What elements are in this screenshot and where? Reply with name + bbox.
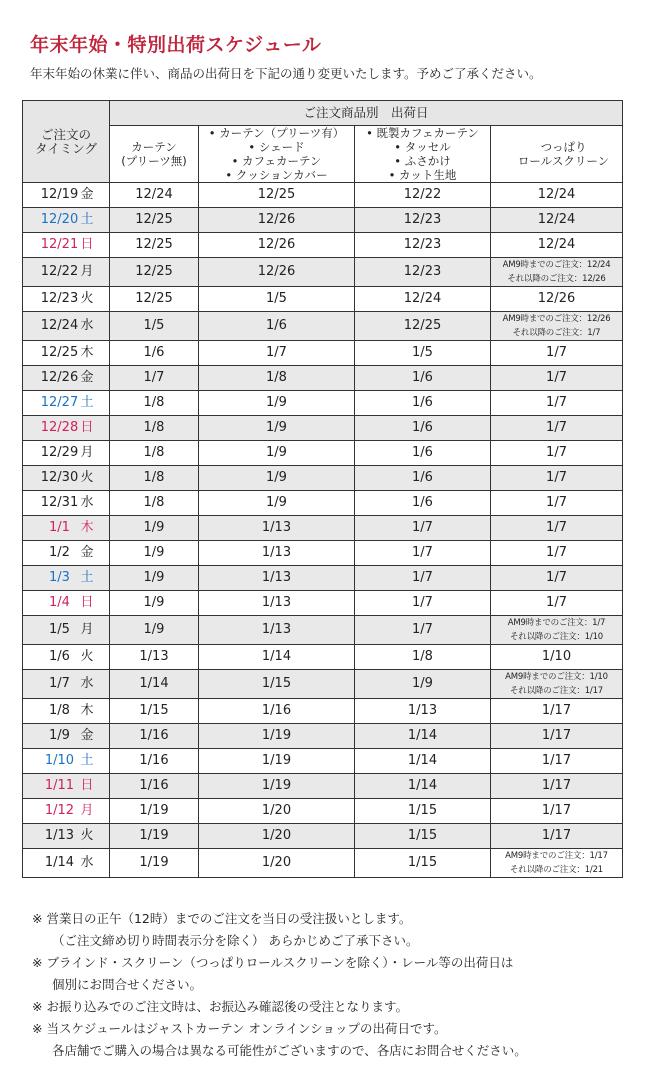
ship-date-cell: 1/6 bbox=[355, 416, 491, 441]
ship-date-cell: 1/7 bbox=[491, 516, 623, 541]
table-row bbox=[23, 645, 623, 670]
ship-date-cell: 1/7 bbox=[355, 541, 491, 566]
order-date-cell: 12/28 日 bbox=[23, 416, 110, 441]
order-date-cell: 1/1 木 bbox=[23, 516, 110, 541]
ship-date-cell: 12/22 bbox=[355, 183, 491, 208]
table-row bbox=[23, 441, 623, 466]
header-category-ready-made: • 既製カフェカーテン • タッセル • ふさかけ • カット生地 bbox=[355, 126, 491, 183]
table-row bbox=[23, 416, 623, 441]
ship-date-cell: 12/25 bbox=[355, 312, 491, 341]
ship-date-cell: 1/17 bbox=[491, 724, 623, 749]
table-row bbox=[23, 541, 623, 566]
order-date-cell: 12/25 木 bbox=[23, 341, 110, 366]
order-date-cell: 12/22 月 bbox=[23, 258, 110, 287]
ship-date-cell: 1/17 bbox=[491, 774, 623, 799]
ship-date-cell: 1/6 bbox=[110, 341, 199, 366]
order-date-cell: 1/12 月 bbox=[23, 799, 110, 824]
ship-date-cell: 1/7 bbox=[491, 541, 623, 566]
table-row bbox=[23, 591, 623, 616]
ship-date-cell: 1/9 bbox=[199, 466, 355, 491]
ship-date-cell: 1/5 bbox=[355, 341, 491, 366]
ship-date-cell: 1/13 bbox=[199, 591, 355, 616]
order-date-cell: 12/27 土 bbox=[23, 391, 110, 416]
ship-date-cell: 1/7 bbox=[491, 441, 623, 466]
note-line: 各店舗でご購入の場合は異なる可能性がございますので、各店にお問合せください。 bbox=[52, 1043, 527, 1058]
ship-date-cell: 1/16 bbox=[199, 699, 355, 724]
ship-date-cell: 1/6 bbox=[355, 391, 491, 416]
order-date-cell: 1/3 土 bbox=[23, 566, 110, 591]
ship-date-cell: 1/14 bbox=[355, 774, 491, 799]
ship-date-cell: 1/20 bbox=[199, 799, 355, 824]
order-date-cell: 12/30 火 bbox=[23, 466, 110, 491]
ship-date-cell: 12/26 bbox=[199, 208, 355, 233]
ship-date-cell: 1/15 bbox=[199, 670, 355, 699]
note-line: ※ ブラインド・スクリーン（つっぱりロールスクリーンを除く）・レール等の出荷日は bbox=[32, 955, 514, 970]
ship-date-cell: 1/6 bbox=[199, 312, 355, 341]
ship-date-note-cell: AM9時までのご注文：12/26 それ以降のご注文：1/7 bbox=[491, 312, 623, 341]
ship-date-cell: 1/9 bbox=[110, 616, 199, 645]
table-row bbox=[23, 312, 623, 341]
ship-date-cell: 1/7 bbox=[355, 566, 491, 591]
header-category-curtain-pleat: • カーテン（プリーツ有） • シェード • カフェカーテン • クッションカバー bbox=[199, 126, 355, 183]
table-row bbox=[23, 391, 623, 416]
header-ship-date-group: ご注文商品別 出荷日 bbox=[110, 101, 623, 126]
order-date-cell: 1/5 月 bbox=[23, 616, 110, 645]
ship-date-cell: 1/9 bbox=[199, 391, 355, 416]
table-row bbox=[23, 287, 623, 312]
ship-date-cell: 12/25 bbox=[110, 287, 199, 312]
order-date-cell: 12/23 火 bbox=[23, 287, 110, 312]
table-row bbox=[23, 233, 623, 258]
ship-date-cell: 1/7 bbox=[491, 566, 623, 591]
ship-date-cell: 1/8 bbox=[110, 441, 199, 466]
ship-date-cell: 1/19 bbox=[110, 824, 199, 849]
ship-date-cell: 12/23 bbox=[355, 233, 491, 258]
ship-date-cell: 1/19 bbox=[199, 749, 355, 774]
ship-date-note-cell: AM9時までのご注文：1/17 それ以降のご注文：1/21 bbox=[491, 849, 623, 878]
ship-date-cell: 12/26 bbox=[199, 233, 355, 258]
note-line: ※ 営業日の正午（12時）までのご注文を当日の受注扱いとします。 bbox=[32, 911, 412, 926]
table-row bbox=[23, 491, 623, 516]
ship-date-cell: 1/5 bbox=[110, 312, 199, 341]
note-line: ※ 当スケジュールはジャストカーテン オンラインショップの出荷日です。 bbox=[32, 1021, 447, 1036]
ship-date-cell: 1/9 bbox=[199, 491, 355, 516]
schedule-rows bbox=[23, 183, 623, 878]
table-row bbox=[23, 670, 623, 699]
ship-date-cell: 1/19 bbox=[110, 799, 199, 824]
order-date-cell: 1/10 土 bbox=[23, 749, 110, 774]
page-subtitle: 年末年始の休業に伴い、商品の出荷日を下記の通り変更いたします。予めご了承ください。 bbox=[30, 66, 542, 81]
ship-date-cell: 1/9 bbox=[110, 541, 199, 566]
ship-date-cell: 12/24 bbox=[491, 233, 623, 258]
order-date-cell: 1/11 日 bbox=[23, 774, 110, 799]
ship-date-cell: 1/16 bbox=[110, 724, 199, 749]
ship-date-cell: 12/26 bbox=[491, 287, 623, 312]
ship-date-cell: 12/24 bbox=[110, 183, 199, 208]
ship-date-cell: 1/9 bbox=[110, 566, 199, 591]
table-row bbox=[23, 466, 623, 491]
table-row bbox=[23, 183, 623, 208]
ship-date-cell: 1/7 bbox=[491, 591, 623, 616]
ship-date-cell: 1/13 bbox=[199, 566, 355, 591]
ship-date-cell: 1/9 bbox=[355, 670, 491, 699]
table-row bbox=[23, 566, 623, 591]
ship-date-cell: 1/19 bbox=[199, 774, 355, 799]
table-row bbox=[23, 616, 623, 645]
ship-date-cell: 1/16 bbox=[110, 749, 199, 774]
ship-date-cell: 12/26 bbox=[199, 258, 355, 287]
ship-date-cell: 1/13 bbox=[199, 541, 355, 566]
header-order-timing: ご注文の タイミング bbox=[23, 101, 110, 183]
ship-date-cell: 1/8 bbox=[110, 391, 199, 416]
header-category-roll-screen: つっぱり ロールスクリーン bbox=[491, 126, 623, 183]
ship-date-cell: 1/20 bbox=[199, 824, 355, 849]
ship-date-cell: 1/8 bbox=[110, 416, 199, 441]
ship-date-note-cell: AM9時までのご注文：1/10 それ以降のご注文：1/17 bbox=[491, 670, 623, 699]
ship-date-cell: 1/6 bbox=[355, 466, 491, 491]
ship-date-cell: 12/24 bbox=[491, 183, 623, 208]
ship-date-cell: 12/24 bbox=[355, 287, 491, 312]
page-title: 年末年始・特別出荷スケジュール bbox=[30, 34, 322, 56]
ship-date-cell: 1/7 bbox=[355, 591, 491, 616]
ship-date-cell: 1/6 bbox=[355, 491, 491, 516]
ship-date-cell: 1/14 bbox=[110, 670, 199, 699]
table-row bbox=[23, 258, 623, 287]
ship-date-cell: 1/13 bbox=[199, 616, 355, 645]
shipping-schedule-table bbox=[22, 100, 623, 878]
ship-date-cell: 1/15 bbox=[355, 849, 491, 878]
table-row bbox=[23, 774, 623, 799]
ship-date-cell: 12/25 bbox=[110, 258, 199, 287]
ship-date-cell: 1/7 bbox=[491, 366, 623, 391]
table-row bbox=[23, 699, 623, 724]
table-row bbox=[23, 724, 623, 749]
ship-date-cell: 12/23 bbox=[355, 208, 491, 233]
ship-date-cell: 1/17 bbox=[491, 749, 623, 774]
ship-date-cell: 1/19 bbox=[199, 724, 355, 749]
ship-date-cell: 1/17 bbox=[491, 699, 623, 724]
ship-date-cell: 1/17 bbox=[491, 799, 623, 824]
ship-date-cell: 1/15 bbox=[355, 799, 491, 824]
ship-date-cell: 1/10 bbox=[491, 645, 623, 670]
ship-date-note-cell: AM9時までのご注文：12/24 それ以降のご注文：12/26 bbox=[491, 258, 623, 287]
ship-date-cell: 1/6 bbox=[355, 366, 491, 391]
order-date-cell: 1/9 金 bbox=[23, 724, 110, 749]
ship-date-cell: 1/7 bbox=[491, 416, 623, 441]
order-date-cell: 1/8 木 bbox=[23, 699, 110, 724]
header-category-curtain-no-pleat: カーテン (プリーツ無) bbox=[110, 126, 199, 183]
table-row bbox=[23, 799, 623, 824]
ship-date-cell: 12/24 bbox=[491, 208, 623, 233]
order-date-cell: 12/19 金 bbox=[23, 183, 110, 208]
ship-date-cell: 1/14 bbox=[199, 645, 355, 670]
ship-date-cell: 1/7 bbox=[110, 366, 199, 391]
ship-date-cell: 1/14 bbox=[355, 724, 491, 749]
ship-date-note-cell: AM9時までのご注文：1/7 それ以降のご注文：1/10 bbox=[491, 616, 623, 645]
ship-date-cell: 1/9 bbox=[110, 516, 199, 541]
ship-date-cell: 12/25 bbox=[199, 183, 355, 208]
table-row bbox=[23, 824, 623, 849]
note-line: （ご注文締め切り時間表示分を除く） あらかじめご了承下さい。 bbox=[52, 933, 419, 948]
ship-date-cell: 1/7 bbox=[491, 466, 623, 491]
ship-date-cell: 1/17 bbox=[491, 824, 623, 849]
note-line: ※ お振り込みでのご注文時は、お振込み確認後の受注となります。 bbox=[32, 999, 408, 1014]
table-row bbox=[23, 341, 623, 366]
ship-date-cell: 1/13 bbox=[199, 516, 355, 541]
ship-date-cell: 1/20 bbox=[199, 849, 355, 878]
ship-date-cell: 12/25 bbox=[110, 233, 199, 258]
ship-date-cell: 1/15 bbox=[110, 699, 199, 724]
ship-date-cell: 1/15 bbox=[355, 824, 491, 849]
ship-date-cell: 1/7 bbox=[491, 491, 623, 516]
ship-date-cell: 1/8 bbox=[110, 466, 199, 491]
ship-date-cell: 1/9 bbox=[199, 416, 355, 441]
ship-date-cell: 1/8 bbox=[199, 366, 355, 391]
ship-date-cell: 1/19 bbox=[110, 849, 199, 878]
note-line: 個別にお問合せください。 bbox=[52, 977, 203, 992]
ship-date-cell: 1/13 bbox=[110, 645, 199, 670]
order-date-cell: 1/7 水 bbox=[23, 670, 110, 699]
ship-date-cell: 1/9 bbox=[199, 441, 355, 466]
ship-date-cell: 1/7 bbox=[355, 516, 491, 541]
order-date-cell: 12/26 金 bbox=[23, 366, 110, 391]
ship-date-cell: 1/7 bbox=[491, 341, 623, 366]
ship-date-cell: 1/7 bbox=[355, 616, 491, 645]
table-row bbox=[23, 516, 623, 541]
order-date-cell: 1/6 火 bbox=[23, 645, 110, 670]
ship-date-cell: 1/6 bbox=[355, 441, 491, 466]
order-date-cell: 12/20 土 bbox=[23, 208, 110, 233]
ship-date-cell: 12/25 bbox=[110, 208, 199, 233]
ship-date-cell: 1/7 bbox=[491, 391, 623, 416]
table-row bbox=[23, 849, 623, 878]
order-date-cell: 12/31 水 bbox=[23, 491, 110, 516]
ship-date-cell: 1/13 bbox=[355, 699, 491, 724]
order-date-cell: 1/4 日 bbox=[23, 591, 110, 616]
ship-date-cell: 1/9 bbox=[110, 591, 199, 616]
ship-date-cell: 1/16 bbox=[110, 774, 199, 799]
order-date-cell: 1/2 金 bbox=[23, 541, 110, 566]
table-row bbox=[23, 208, 623, 233]
ship-date-cell: 12/23 bbox=[355, 258, 491, 287]
order-date-cell: 1/14 水 bbox=[23, 849, 110, 878]
ship-date-cell: 1/5 bbox=[199, 287, 355, 312]
ship-date-cell: 1/8 bbox=[110, 491, 199, 516]
order-date-cell: 12/24 水 bbox=[23, 312, 110, 341]
order-date-cell: 1/13 火 bbox=[23, 824, 110, 849]
order-date-cell: 12/29 月 bbox=[23, 441, 110, 466]
notes-section bbox=[32, 908, 527, 1062]
order-date-cell: 12/21 日 bbox=[23, 233, 110, 258]
ship-date-cell: 1/7 bbox=[199, 341, 355, 366]
table-row bbox=[23, 366, 623, 391]
ship-date-cell: 1/14 bbox=[355, 749, 491, 774]
ship-date-cell: 1/8 bbox=[355, 645, 491, 670]
table-row bbox=[23, 749, 623, 774]
